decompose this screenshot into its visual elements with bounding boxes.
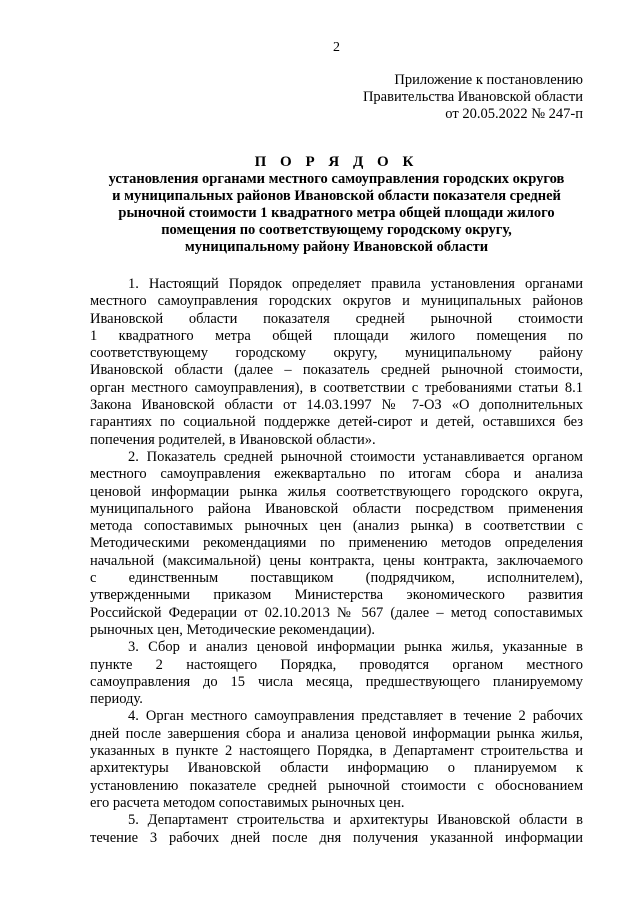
appendix-line: Приложение к постановлению <box>394 72 583 88</box>
paragraph-3 <box>90 639 583 708</box>
paragraph-line: местного самоуправления ежеквартально по итогам сбора и анализа <box>90 466 583 483</box>
paragraph-2 <box>90 449 583 639</box>
paragraph-line: Ивановской области показателя средней рыночной стоимости <box>90 310 583 327</box>
paragraph-line: его расчета методом сопоставимых рыночных цен. <box>90 794 405 811</box>
paragraph-line: утвержденными приказом Министерства экономического развития <box>90 587 583 604</box>
page-number: 2 <box>333 40 340 55</box>
paragraph-line: метода сопоставимых рыночных цен (анализ рынка) в соответствии с <box>90 518 583 535</box>
paragraph-line: ценовой информации рынка жилья соответствующего городского округа, <box>90 483 583 500</box>
paragraph-line: течение 3 рабочих дней после дня получения указанной информации <box>90 829 583 846</box>
paragraph-line: начальной (максимальной) цены контракта, цены контракта, заключаемого <box>90 552 583 569</box>
paragraph-line: архитектуры Ивановской области информацию о планируемом к <box>90 760 583 777</box>
document-body <box>90 276 583 847</box>
paragraph-line: 3. Сбор и анализ ценовой информации рынка жилья, указанные в <box>128 639 583 656</box>
subtitle-line: помещения по соответствующему городскому округу, <box>161 222 512 238</box>
paragraph-line: Российской Федерации от 02.10.2013 № 567 (далее – метод сопоставимых <box>90 604 583 621</box>
document-subtitle <box>90 171 583 256</box>
paragraph-line: 1. Настоящий Порядок определяет правила установления органами <box>128 276 583 292</box>
paragraph-line: самоуправления до 15 числа месяца, предшествующего планируемому <box>90 673 583 690</box>
paragraph-line: установлению показателе средней рыночной стоимости с обоснованием <box>90 777 583 794</box>
subtitle-line: муниципальному району Ивановской области <box>184 239 489 255</box>
paragraph-5 <box>90 812 583 847</box>
appendix-line: от 20.05.2022 № 247-п <box>445 106 583 122</box>
paragraph-line: пункте 2 настоящего Порядка, проводятся органом местного <box>90 656 583 673</box>
paragraph-line: рыночных цен, Методические рекомендации). <box>90 621 376 638</box>
paragraph-line: с единственным поставщиком (подрядчиком, исполнителем), <box>90 570 583 587</box>
paragraph-line: периоду. <box>90 691 143 708</box>
subtitle-line: рыночной стоимости 1 квадратного метра общей площади жилого <box>118 205 555 221</box>
paragraph-line: 5. Департамент строительства и архитектуры Ивановской области в <box>128 812 583 829</box>
appendix-line: Правительства Ивановской области <box>362 89 583 105</box>
subtitle-line: и муниципальных районов Ивановской области показателя средней <box>112 188 561 204</box>
subtitle-line: установления органами местного самоуправления городских округов <box>108 171 565 187</box>
document-title: П О Р Я Д О К <box>254 154 419 170</box>
paragraph-line: орган местного самоуправления), в соответствии с требованиями статьи 8.1 <box>90 379 583 396</box>
paragraph-line: 1 квадратного метра общей площади жилого помещения по <box>90 327 583 344</box>
paragraph-line: дней после завершения сбора и анализа ценовой информации рынка жилья, <box>90 725 583 742</box>
paragraph-1 <box>90 276 583 449</box>
paragraph-line: соответствующему городскому округу, муниципальному району <box>90 345 583 362</box>
paragraph-4 <box>90 708 583 812</box>
paragraph-line: Закона Ивановской области от 14.03.1997 № 7-ОЗ «О дополнительных <box>90 397 583 414</box>
paragraph-line: гарантиях по социальной поддержке детей-сирот и детей, оставшихся без <box>90 414 583 431</box>
paragraph-line: Ивановской области (далее – показатель средней рыночной стоимости, <box>90 362 583 379</box>
title-block <box>90 153 583 256</box>
appendix-note <box>90 72 583 123</box>
paragraph-line: Методическими рекомендациями по применению методов определения <box>90 535 583 552</box>
paragraph-line: попечения родителей, в Ивановской области». <box>90 431 376 448</box>
paragraph-line: 2. Показатель средней рыночной стоимости устанавливается органом <box>128 448 583 465</box>
paragraph-line: 4. Орган местного самоуправления представляет в течение 2 рабочих <box>128 708 583 725</box>
paragraph-line: муниципального района Ивановской области посредством применения <box>90 500 583 517</box>
paragraph-line: указанных в пункте 2 настоящего Порядка, в Департамент строительства и <box>90 743 583 760</box>
paragraph-line: местного самоуправления городских округов и муниципальных районов <box>90 293 583 310</box>
